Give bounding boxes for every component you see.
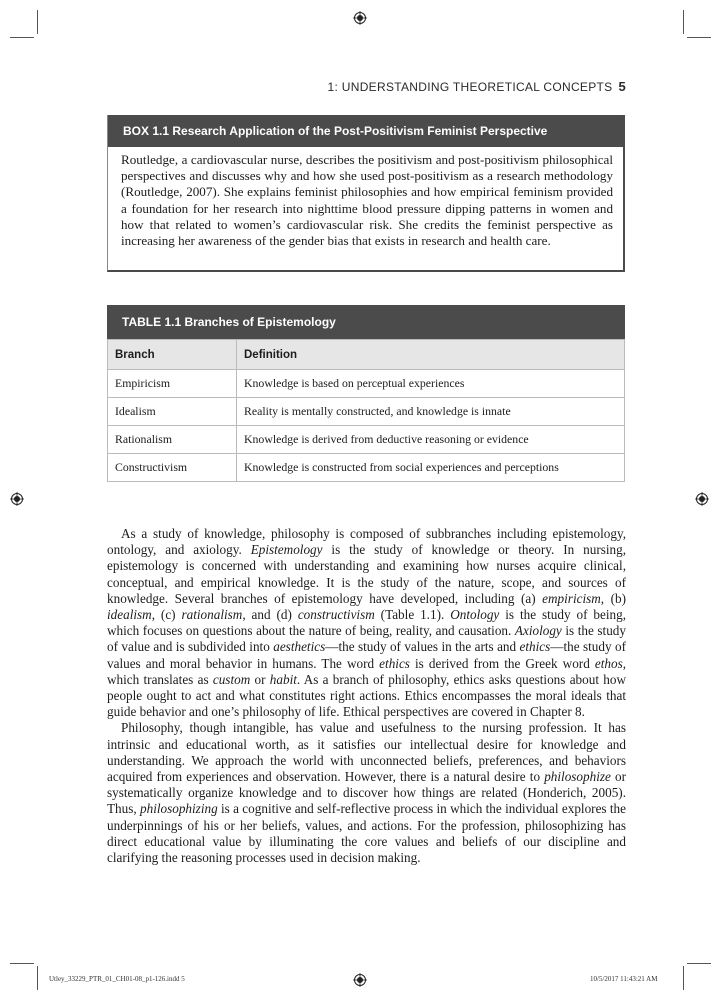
branch-cell: Constructivism [108,454,237,482]
italic-term: Epistemology [250,542,323,558]
crop-mark [683,10,684,34]
box-heading: BOX 1.1 Research Application of the Post-Positivism Feminist Perspective [108,115,623,147]
definition-cell: Reality is mentally constructed, and knowledge is innate [237,398,625,426]
column-header-branch: Branch [108,340,237,370]
italic-term: rationalism [181,607,243,623]
footer-file-slug: Utley_33229_PTR_01_CH01-08_p1-126.indd 5 [49,975,185,983]
italic-term: philosophize [544,769,611,785]
italic-term: idealism [107,607,152,623]
registration-mark-icon [10,492,24,506]
italic-term: Axiology [514,623,562,639]
body-text [107,526,626,866]
crop-mark [37,966,38,990]
table-row [108,398,625,426]
table-row [108,426,625,454]
crop-mark [10,37,34,38]
branch-cell: Rationalism [108,426,237,454]
crop-mark [37,10,38,34]
page-number: 5 [618,79,626,94]
italic-term: constructivism [297,607,375,623]
table [107,339,625,482]
definition-cell: Knowledge is based on perceptual experiences [237,370,625,398]
italic-term: empiricism [542,590,601,606]
branch-cell: Empiricism [108,370,237,398]
definition-cell: Knowledge is derived from deductive reasoning or evidence [237,426,625,454]
italic-term: habit [269,671,297,687]
crop-mark [687,963,711,964]
table-row [108,454,625,482]
box-body-text: Routledge, a cardiovascular nurse, describes the positivism and post-positivism philosophical perspectives and discusses why and how she used post-positivism as a research methodology (Routledge, 2007). She explains feminist philosophies and how empirical feminism provided a foundation for her research into nighttime blood pressure dipping patterns in women and how that related to women’s cardiovascular risk. She credits the feminist perspective as increasing her awareness of the gender bias that exists in research and health care. [121,152,613,249]
italic-term: ethics [519,639,551,655]
running-head-title: 1: UNDERSTANDING THEORETICAL CONCEPTS [327,80,613,94]
research-application-box [107,115,625,272]
branch-cell: Idealism [108,398,237,426]
italic-term: custom [212,671,251,687]
crop-mark [10,963,34,964]
italic-term: ethos [594,655,623,671]
table-row [108,370,625,398]
footer-timestamp: 10/5/2017 11:43:21 AM [590,975,658,983]
epistemology-table [107,305,625,482]
italic-term: ethics [379,655,410,671]
crop-mark [687,37,711,38]
italic-term: philosophizing [140,801,218,817]
paragraph: Philosophy, though intangible, has value and usefulness to the nursing profession. It has intrinsic and educational worth, as it satisfies our intellectual desire for knowledge and understanding. We approach the world with unconnected beliefs, preferences, and behaviors acquired from experiences and observation. However, there is a natural desire to philosophize or systematically organize knowledge and to discover how things are related (Honderich, 2005). Thus, philosophizing is a cognitive and self-reflective process in which the individual explores the underpinnings of his or her beliefs, values, and actions. For the profession, philosophizing has direct educational value by illuminating the core values and beliefs of our discipline and clarifying the reasoning processes used in decision making. [107,720,626,866]
registration-mark-icon [353,973,367,987]
column-header-definition: Definition [237,340,625,370]
crop-mark [683,966,684,990]
paragraph: As a study of knowledge, philosophy is composed of subbranches including epistemology, ontology, and axiology. Epistemology is the study of knowledge or theory. In nursing, epistemology is concerned with understanding and examining how nurses acquire clinical, conceptual, and empirical knowledge. It is the study of the nature, scope, and sources of knowledge. Several branches of epistemology have developed, including (a) empiricism, (b) idealism, (c) rationalism, and (d) constructivism (Table 1.1). Ontology is the study of being, which focuses on questions about the nature of being, reality, and causation. Axiology is the study of value and is subdivided into aesthetics—the study of values in the arts and ethics—the study of values and moral behavior in humans. The word ethics is derived from the Greek word ethos, which translates as custom or habit. As a branch of philosophy, ethics asks questions about how people ought to act and what constitutes right actions. Ethics encompasses the moral ideals that guide behavior and one’s philosophy of life. Ethical perspectives are covered in Chapter 8. [107,526,626,720]
registration-mark-icon [353,11,367,25]
table-header-row [108,340,625,370]
table-caption: TABLE 1.1 Branches of Epistemology [107,305,625,339]
italic-term: aesthetics [273,639,326,655]
definition-cell: Knowledge is constructed from social experiences and perceptions [237,454,625,482]
registration-mark-icon [695,492,709,506]
running-head [250,79,626,94]
italic-term: Ontology [450,607,500,623]
